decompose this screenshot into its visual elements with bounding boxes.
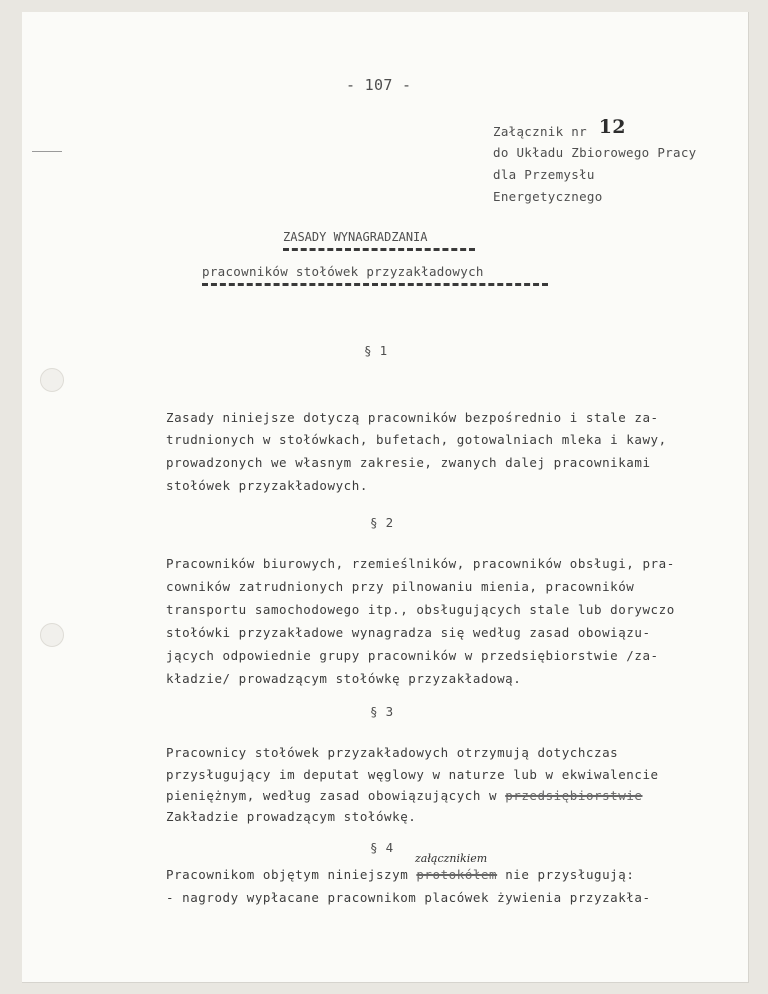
section-2-line: transportu samochodowego itp., obsługujących stale lub dorywczo — [166, 602, 675, 617]
section-4-line: - nagrody wypłacane pracownikom placówek żywienia przyzakła- — [166, 890, 651, 905]
section-4-line: Pracownikom objętym niniejszym protokółem nie przysługują: — [166, 867, 635, 882]
document-title: ZASADY WYNAGRADZANIA — [283, 230, 428, 244]
document-subtitle: pracowników stołówek przyzakładowych — [202, 264, 484, 279]
punch-hole — [40, 368, 64, 392]
handwritten-correction: załącznikiem — [415, 852, 488, 865]
margin-mark — [32, 151, 62, 152]
subtitle-underline — [202, 283, 548, 286]
punch-hole — [40, 623, 64, 647]
section-4-heading: § 4 — [370, 840, 394, 855]
section-3-heading: § 3 — [370, 704, 394, 719]
struck-word: przedsiębiorstwie — [505, 788, 643, 803]
struck-word: protokółem — [416, 867, 498, 882]
section-3-line: przysługujący im deputat węglowy w naturze lub w ekwiwalencie — [166, 767, 659, 782]
section-3-line: pieniężnym, według zasad obowiązujących w przedsiębiorstwie — [166, 788, 643, 803]
annex-line-3: dla Przemysłu — [493, 167, 595, 182]
section-2-heading: § 2 — [370, 515, 394, 530]
section-2-line: Pracowników biurowych, rzemieślników, pracowników obsługi, pra- — [166, 556, 675, 571]
section-3-line: Zakładzie prowadzącym stołówkę. — [166, 809, 417, 824]
page-number: - 107 - — [346, 76, 412, 94]
annex-line-1: Załącznik nr 12 — [493, 116, 626, 139]
annex-line-2: do Układu Zbiorowego Pracy — [493, 145, 697, 160]
section-3-line: Pracownicy stołówek przyzakładowych otrzymują dotychczas — [166, 745, 619, 760]
section-2-line: kładzie/ prowadzącym stołówkę przyzakładową. — [166, 671, 522, 686]
annex-number-handwritten: 12 — [598, 116, 626, 138]
document-page — [22, 12, 749, 983]
section-1-line: trudnionych w stołówkach, bufetach, gotowalniach mleka i kawy, — [166, 432, 667, 447]
section-2-line: jących odpowiednie grupy pracowników w przedsiębiorstwie /za- — [166, 648, 659, 663]
section-1-line: Zasady niniejsze dotyczą pracowników bezpośrednio i stale za- — [166, 410, 659, 425]
section-1-line: stołówek przyzakładowych. — [166, 478, 368, 493]
section-1-line: prowadzonych we własnym zakresie, zwanych dalej pracownikami — [166, 455, 651, 470]
annex-line-4: Energetycznego — [493, 189, 603, 204]
title-underline — [283, 248, 475, 251]
section-1-heading: § 1 — [364, 343, 388, 358]
section-2-line: cowników zatrudnionych przy pilnowaniu mienia, pracowników — [166, 579, 635, 594]
section-2-line: stołówki przyzakładowe wynagradza się według zasad obowiązu- — [166, 625, 651, 640]
